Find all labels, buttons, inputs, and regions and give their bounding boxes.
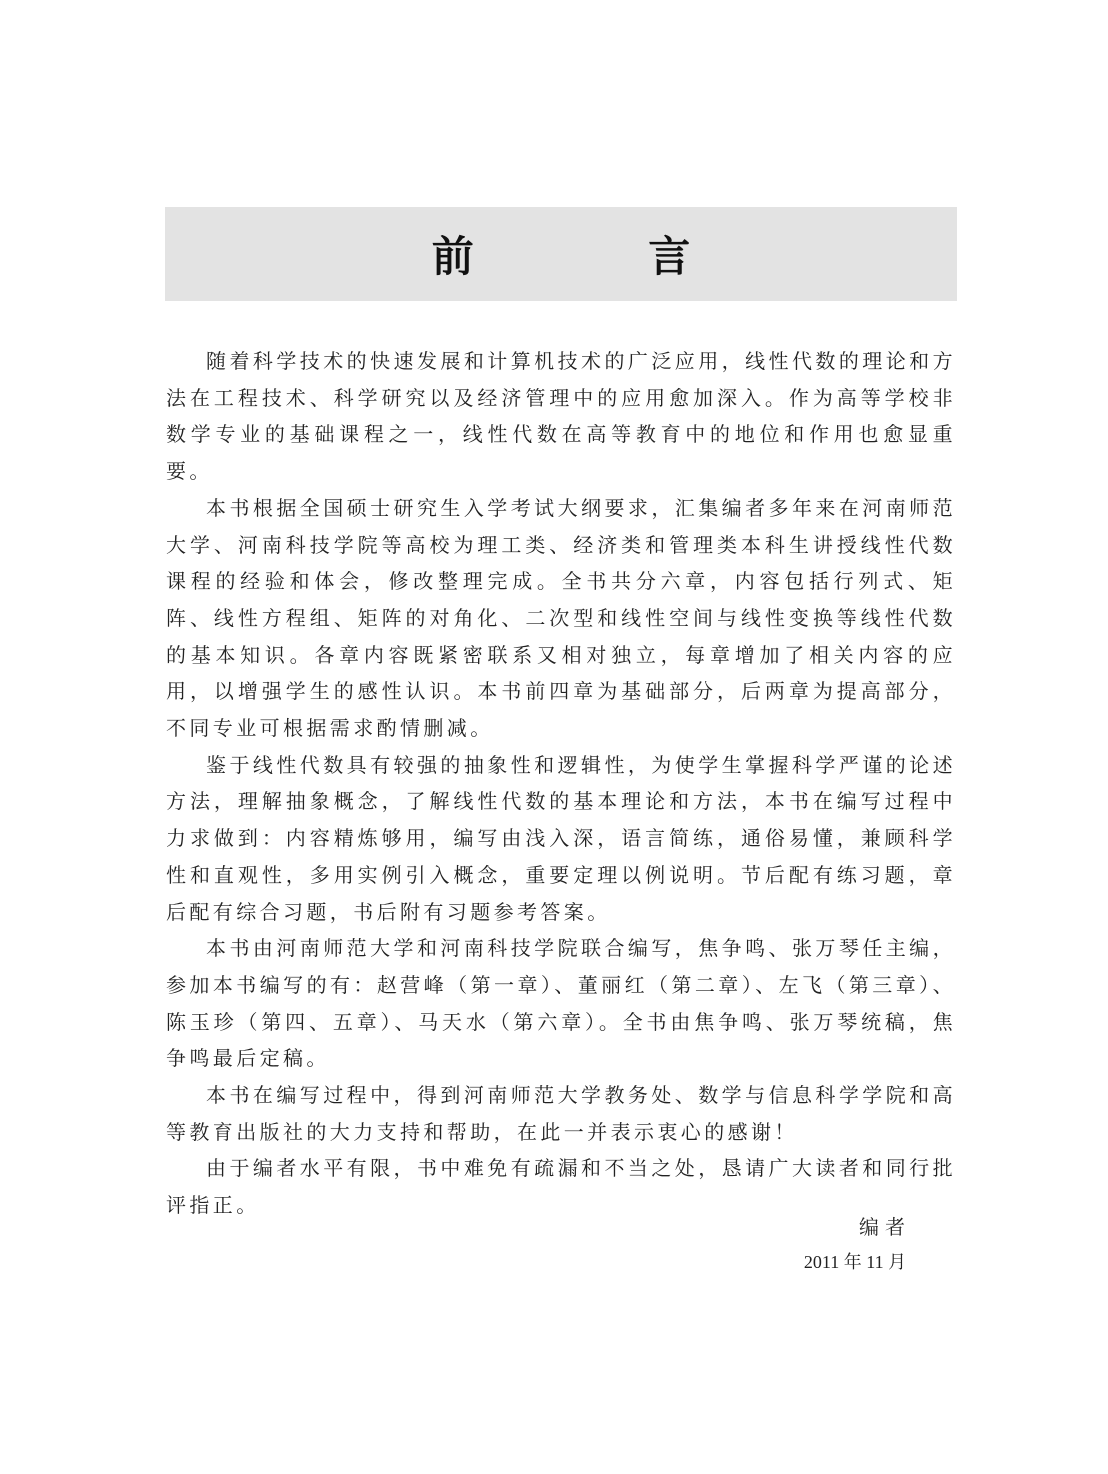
paragraph-6: 由于编者水平有限，书中难免有疏漏和不当之处，恳请广大读者和同行批评指正。: [166, 1156, 956, 1218]
paragraph-3: 鉴于线性代数具有较强的抽象性和逻辑性，为使学生掌握科学严谨的论述方法，理解抽象概念，了解线性代数的基本理论和方法，本书在编写过程中力求做到：内容精炼够用，编写由浅入深，语言简练，通俗易懂，兼顾科学性和直观性，多用实例引入概念，重要定理以例说明。节后配有练习题，章后配有综合习题，书后附有习题参考答案。: [166, 752, 956, 924]
signature-block: [790, 1210, 920, 1278]
page-title: 前 言: [431, 232, 771, 281]
preface-body: [166, 343, 956, 1224]
signature-date: 2011 年 11 月: [803, 1252, 907, 1272]
paragraph-2: 本书根据全国硕士研究生入学考试大纲要求，汇集编者多年来在河南师范大学、河南科技学院等高校为理工类、经济类和管理类本科生讲授线性代数课程的经验和体会，修改整理完成。全书共分六章，内容包括行列式、矩阵、线性方程组、矩阵的对角化、二次型和线性空间与线性变换等线性代数的基本知识。各章内容既紧密联系又相对独立，每章增加了相关内容的应用，以增强学生的感性认识。本书前四章为基础部分，后两章为提高部分，不同专业可根据需求酌情删减。: [166, 495, 956, 741]
paragraph-1: 随着科学技术的快速发展和计算机技术的广泛应用，线性代数的理论和方法在工程技术、科学研究以及经济管理中的应用愈加深入。作为高等学校非数学专业的基础课程之一，线性代数在高等教育中的地位和作用也愈显重要。: [166, 349, 956, 484]
title-band: [165, 207, 957, 301]
paragraph-4: 本书由河南师范大学和河南科技学院联合编写，焦争鸣、张万琴任主编，参加本书编写的有：赵营峰（第一章）、董丽红（第二章）、左飞（第三章）、陈玉珍（第四、五章）、马天水（第六章）。全书由焦争鸣、张万琴统稿，焦争鸣最后定稿。: [166, 936, 956, 1071]
signature-author: 编者: [859, 1215, 911, 1239]
paragraph-5: 本书在编写过程中，得到河南师范大学教务处、数学与信息科学学院和高等教育出版社的大力支持和帮助，在此一并表示衷心的感谢！: [166, 1083, 956, 1144]
